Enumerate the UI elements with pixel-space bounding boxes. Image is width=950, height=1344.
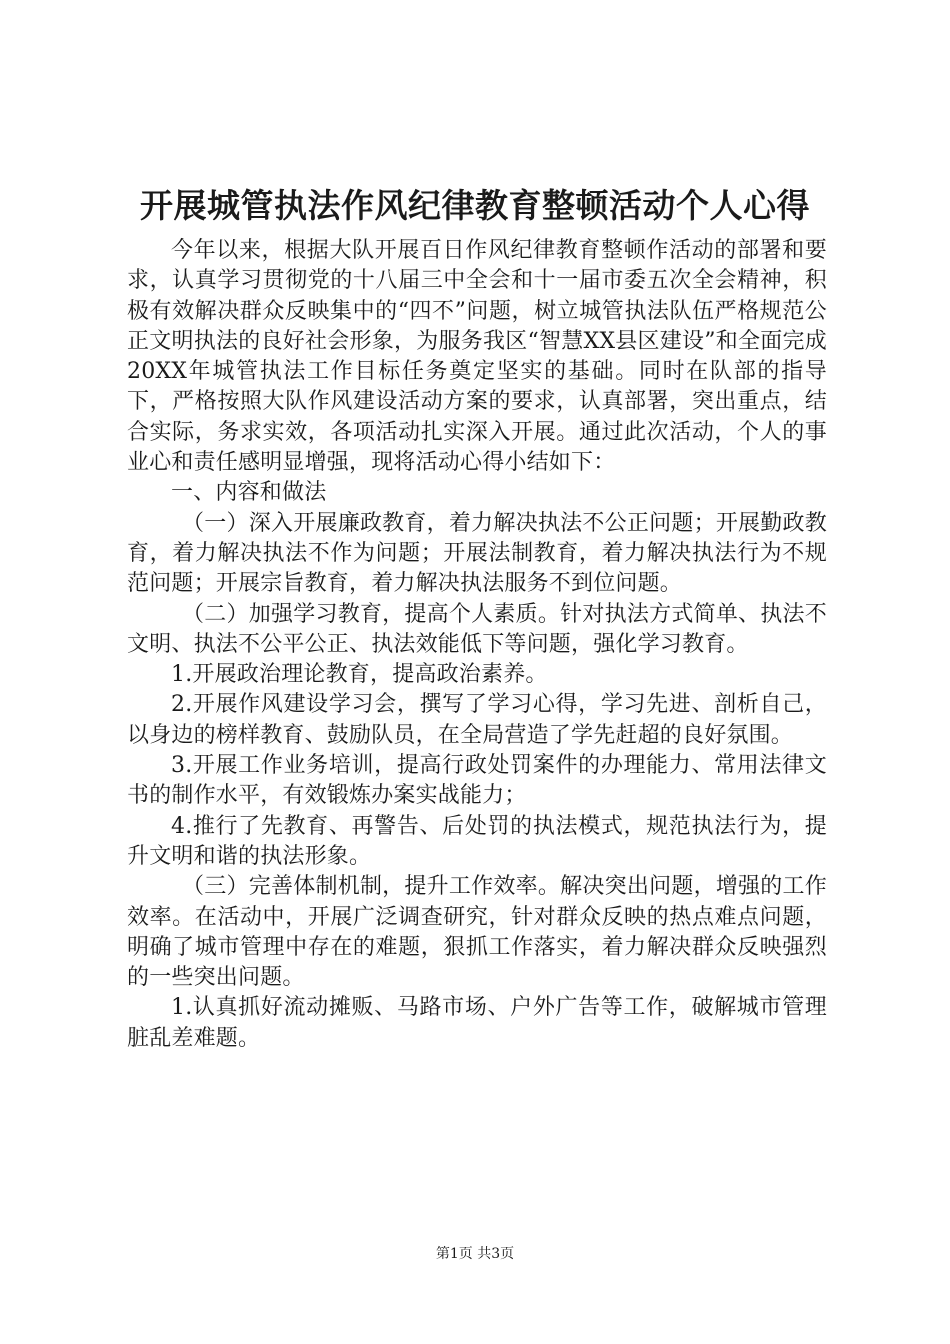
list-item-3: 3.开展工作业务培训，提高行政处罚案件的办理能力、常用法律文书的制作水平，有效锻炼办案实战能力； [127, 753, 827, 809]
section-heading-content-and-methods: 一、内容和做法 [171, 480, 327, 506]
document-body [127, 236, 827, 1054]
page-footer: 第1页 共3页 [435, 1246, 515, 1262]
list-item-1: 1.开展政治理论教育，提高政治素养。 [171, 662, 548, 688]
list-item-2: 2.开展作风建设学习会，撰写了学习心得，学习先进、剖析自己，以身边的榜样教育、鼓励队员，在全局营造了学先赶超的良好氛围。 [127, 692, 827, 748]
list-item-4: 4.推行了先教育、再警告、后处罚的执法模式，规范执法行为，提升文明和谐的执法形象。 [127, 813, 827, 869]
list-item-1-second: 1.认真抓好流动摊贩、马路市场、户外广告等工作，破解城市管理脏乱差难题。 [127, 995, 827, 1051]
paragraph-item-two: （二）加强学习教育，提高个人素质。针对执法方式简单、执法不文明、执法不公平公正、执法效能低下等问题，强化学习教育。 [127, 601, 827, 657]
paragraph-intro: 今年以来，根据大队开展百日作风纪律教育整顿作活动的部署和要求，认真学习贯彻党的十八届三中全会和十一届市委五次全会精神，积极有效解决群众反映集中的“四不”问题，树立城管执法队伍严格规范公正文明执法的良好社会形象，为服务我区“智慧XX县区建设”和全面完成20XX年城管执法工作目标任务奠定坚实的基础。同时在队部的指导下，严格按照大队作风建设活动方案的要求，认真部署，突出重点，结合实际，务求实效，各项活动扎实深入开展。通过此次活动，个人的事业心和责任感明显增强，现将活动心得小结如下： [127, 238, 827, 476]
paragraph-item-three: （三）完善体制机制，提升工作效率。解决突出问题，增强的工作效率。在活动中，开展广泛调查研究，针对群众反映的热点难点问题，明确了城市管理中存在的难题，狠抓工作落实，着力解决群众反映强烈的一些突出问题。 [127, 874, 827, 991]
paragraph-item-one: （一）深入开展廉政教育，着力解决执法不公正问题；开展勤政教育，着力解决执法不作为问题；开展法制教育，着力解决执法行为不规范问题；开展宗旨教育，着力解决执法服务不到位问题。 [127, 510, 827, 597]
document-title: 开展城管执法作风纪律教育整顿活动个人心得 [140, 186, 810, 225]
